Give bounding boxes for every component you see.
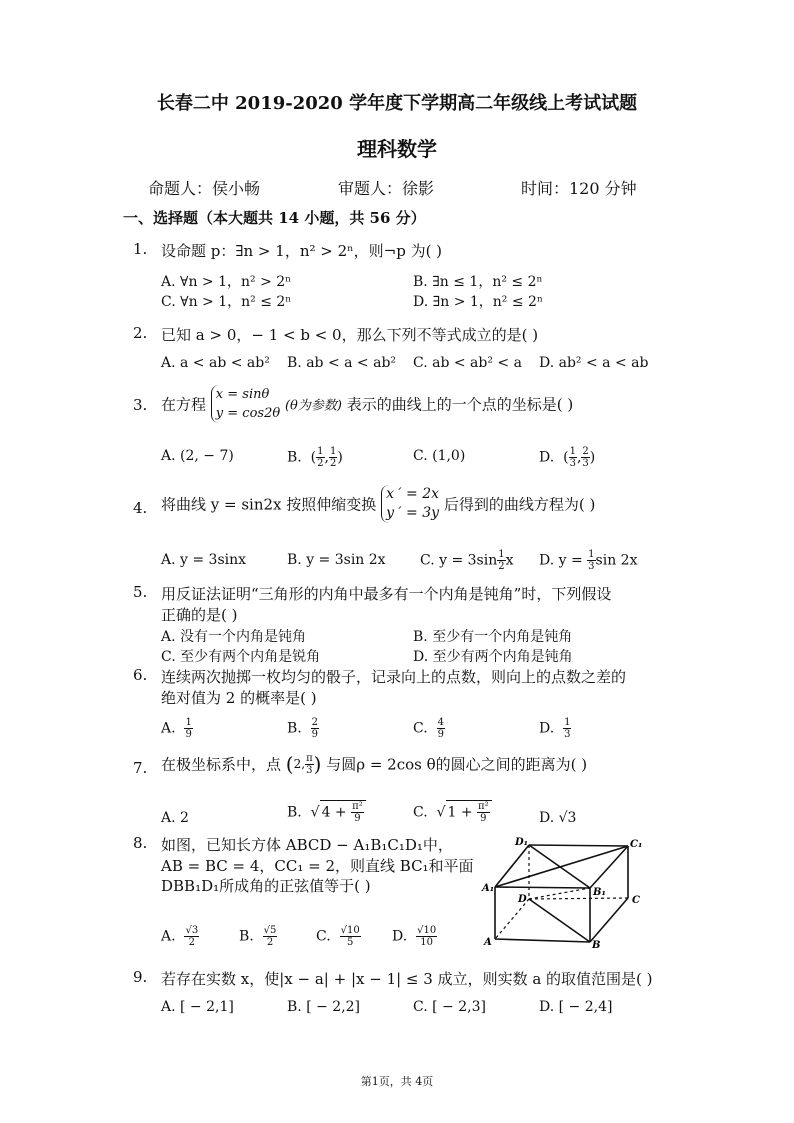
- question-3: 3. 在方程 x = sinθ y = cos2θ (θ为参数) 表示的曲线上的一个点的坐标是( ): [133, 387, 574, 421]
- q3-option-b[interactable]: B. ( $\frac{1}{2}$ , $\frac{1}{2}$ ): [287, 446, 343, 469]
- q6-option-b[interactable]: B. $\frac{2}{9}$: [287, 717, 319, 740]
- question-8-line2: AB = BC = 4，CC₁ = 2，则直线 BC₁和平面: [161, 857, 474, 875]
- q8-option-a[interactable]: A. $\frac{√3}{2}$: [161, 925, 199, 948]
- q9-option-b[interactable]: B. [ − 2,2]: [287, 999, 361, 1015]
- q8-option-d[interactable]: D. $\frac{√10}{10}$: [392, 925, 437, 948]
- question-4: 4. 将曲线 y = sin2x 按照伸缩变换 x ′ = 2x y ′ = 3y 后得到的曲线方程为( ): [133, 486, 596, 521]
- q2-option-c[interactable]: C. ab < ab² < a: [413, 355, 522, 371]
- q2-option-a[interactable]: A. a < ab < ab²: [161, 355, 270, 371]
- q5-option-d[interactable]: D. 至少有两个内角是钝角: [413, 649, 573, 665]
- q7-option-d[interactable]: D. √3: [539, 810, 577, 826]
- q9-option-d[interactable]: D. [ − 2,4]: [539, 999, 613, 1015]
- section-heading: 一、选择题（本大题共 14 小题，共 56 分）: [123, 209, 426, 227]
- question-5-line2: 正确的是( ): [161, 606, 238, 624]
- q2-option-b[interactable]: B. ab < a < ab²: [287, 355, 397, 371]
- vertex-label-c1: C₁: [630, 839, 643, 850]
- vertex-label-a: A: [484, 937, 492, 948]
- vertex-label-c: C: [632, 895, 640, 906]
- q1-option-a[interactable]: A. ∀n > 1，n² > 2ⁿ: [161, 274, 292, 290]
- q2-option-d[interactable]: D. ab² < a < ab: [539, 355, 649, 371]
- q5-option-c[interactable]: C. 至少有两个内角是锐角: [161, 649, 321, 665]
- q4-option-a[interactable]: A. y = 3sinx: [161, 552, 247, 568]
- exam-title: 长春二中 2019-2020 学年度下学期高二年级线上考试试题: [156, 93, 638, 114]
- exam-time: 时间：120 分钟: [521, 179, 637, 198]
- q1-option-b[interactable]: B. ∃n ≤ 1，n² ≤ 2ⁿ: [413, 274, 543, 290]
- reviewer: 审题人：徐影: [338, 179, 435, 198]
- q3-option-d[interactable]: D. ( $\frac{1}{3}$ , $\frac{2}{3}$ ): [539, 446, 596, 469]
- q6-option-a[interactable]: A. $\frac{1}{9}$: [161, 717, 192, 740]
- vertex-label-b: B: [592, 940, 601, 951]
- q3-option-a[interactable]: A. (2, − 7): [161, 448, 234, 464]
- setter: 命题人：侯小畅: [148, 179, 261, 198]
- question-7: 7. 在极坐标系中，点 (2, $\frac{\pi}{3}$ ) 与圆ρ = 2cos θ的圆心之间的距离为( ): [133, 752, 588, 777]
- q9-option-a[interactable]: A. [ − 2,1]: [161, 999, 234, 1015]
- question-6-line2: 绝对值为 2 的概率是( ): [161, 689, 317, 707]
- q3-option-c[interactable]: C. (1,0): [413, 448, 466, 464]
- vertex-label-a1: A₁: [482, 883, 495, 894]
- param-system: x = sinθ y = cos2θ: [211, 385, 280, 423]
- subject-title: 理科数学: [357, 137, 437, 161]
- q4-option-b[interactable]: B. y = 3sin 2x: [287, 552, 386, 568]
- q6-option-d[interactable]: D. $\frac{1}{3}$: [539, 717, 571, 740]
- page-footer: 第1页，共 4页: [360, 1075, 434, 1088]
- q7-option-a[interactable]: A. 2: [161, 810, 189, 826]
- q9-option-c[interactable]: C. [ − 2,3]: [413, 999, 486, 1015]
- vertex-labels: [481, 837, 642, 951]
- q5-option-a[interactable]: A. 没有一个内角是钝角: [161, 629, 307, 645]
- cuboid-figure: [480, 832, 650, 952]
- vertex-label-d: D: [518, 894, 527, 905]
- vertex-label-b1: B₁: [593, 887, 606, 898]
- q4-option-d[interactable]: D. y = $\frac{1}{3}$ sin 2x: [539, 549, 638, 572]
- q1-option-d[interactable]: D. ∃n > 1，n² ≤ 2ⁿ: [413, 294, 543, 310]
- q1-option-c[interactable]: C. ∀n > 1，n² ≤ 2ⁿ: [161, 294, 292, 310]
- transform-system: x ′ = 2x y ′ = 3y: [381, 485, 439, 523]
- q7-option-c[interactable]: C. √ 1 + $\frac{\text{π²}}{9}$: [413, 800, 492, 824]
- vertex-label-d1: D₁: [515, 837, 529, 848]
- q8-option-c[interactable]: C. $\frac{√10}{5}$: [316, 925, 360, 948]
- q5-option-b[interactable]: B. 至少有一个内角是钝角: [413, 629, 573, 645]
- q7-option-b[interactable]: B. √ 4 + $\frac{\text{π²}}{9}$: [287, 800, 366, 824]
- q4-option-c[interactable]: C. y = 3sin $\frac{1}{2}$ x: [420, 549, 514, 572]
- q8-option-b[interactable]: B. $\frac{√5}{2}$: [239, 925, 277, 948]
- q6-option-c[interactable]: C. $\frac{4}{9}$: [413, 717, 444, 740]
- question-8-line3: DBB₁D₁所成角的正弦值等于( ): [161, 877, 371, 895]
